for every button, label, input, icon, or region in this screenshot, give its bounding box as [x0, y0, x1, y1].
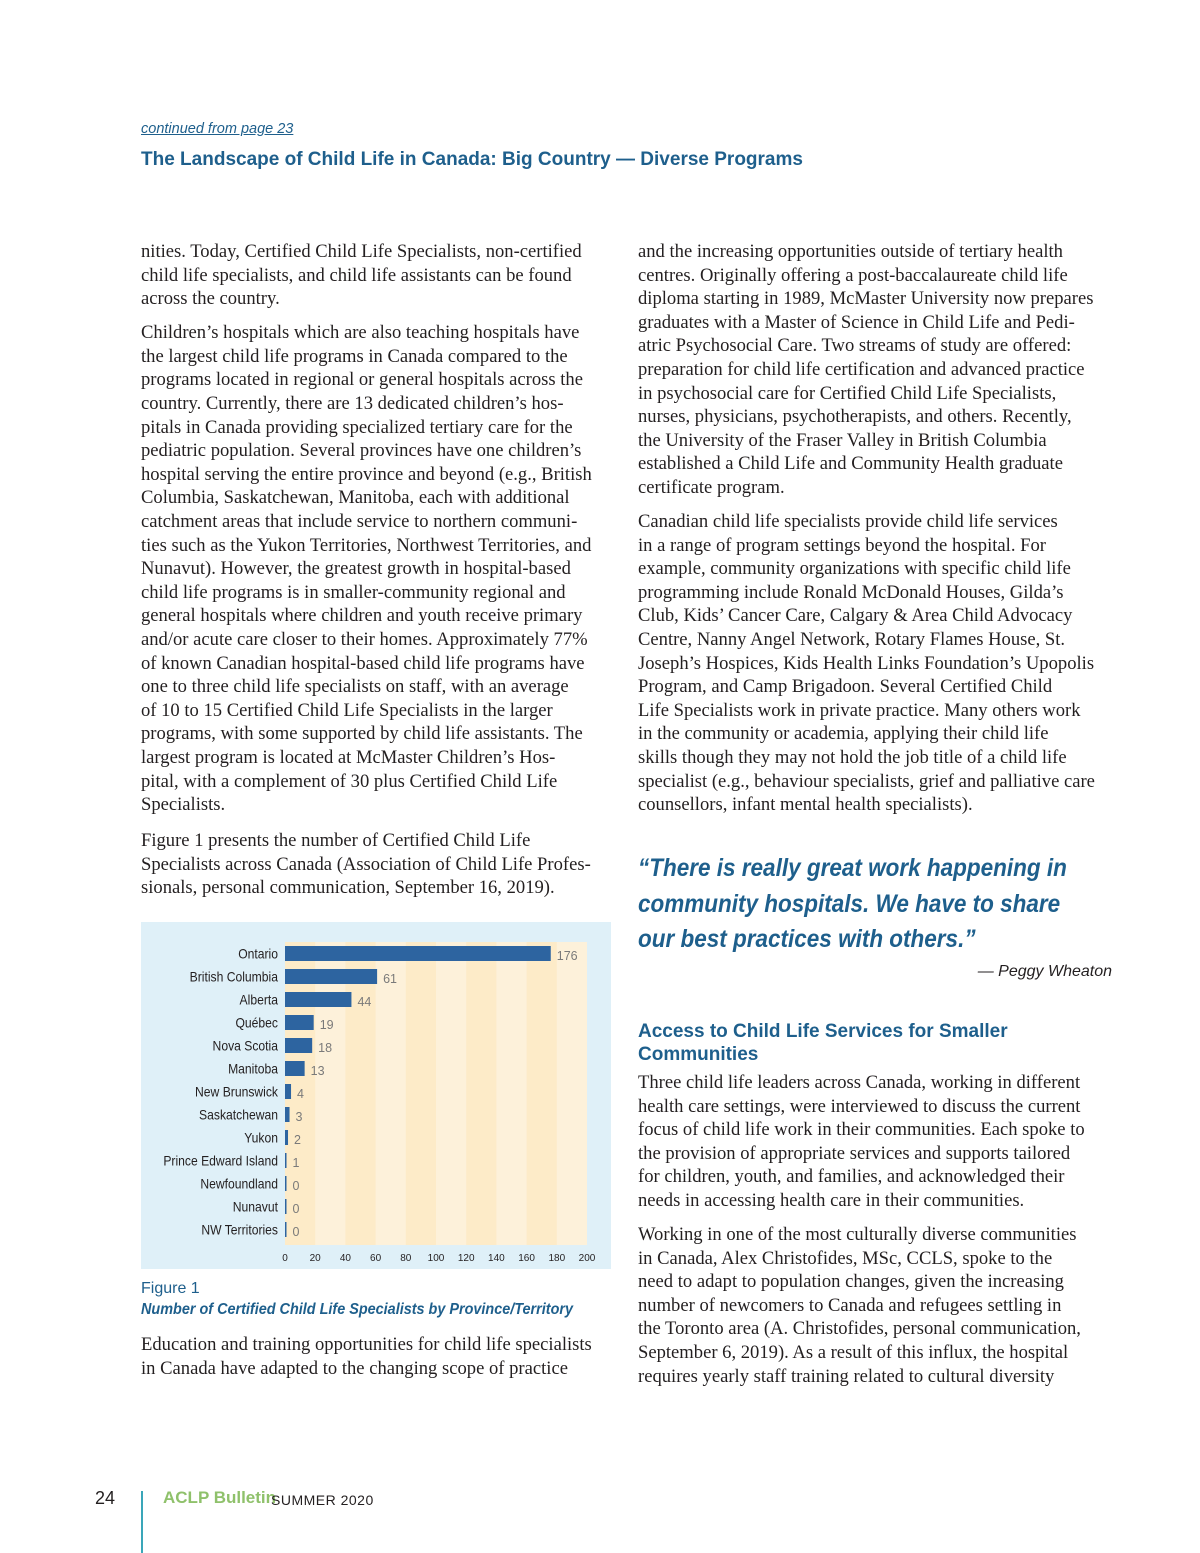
- x-tick-label: 40: [339, 1253, 351, 1264]
- left-column-figure-intro: [141, 829, 621, 910]
- article-title: The Landscape of Child Life in Canada: Big Country — Diverse Programs: [141, 149, 803, 170]
- text-line: programming include Ronald McDonald Houses, Gilda’s: [638, 581, 1064, 603]
- text-line: Education and training opportunities for child life specialists: [141, 1334, 592, 1355]
- value-label: 1: [292, 1156, 300, 1170]
- grid-stripe: [557, 942, 587, 1245]
- text-line: health care settings, were interviewed to discuss the current: [638, 1095, 1081, 1117]
- text-line: child life specialists, and child life assistants can be found: [141, 264, 572, 286]
- x-tick-label: 140: [488, 1253, 505, 1264]
- issue-date: SUMMER 2020: [271, 1492, 374, 1508]
- category-label: Newfoundland: [200, 1175, 278, 1192]
- text-line: hospital serving the entire province and beyond (e.g., British: [141, 463, 592, 485]
- text-line: pediatric population. Several provinces have one children’s: [141, 440, 582, 462]
- figure-1-chart: [141, 922, 611, 1269]
- grid-stripe: [496, 942, 526, 1245]
- text-line: Children’s hospitals which are also teaching hospitals have: [141, 322, 580, 344]
- value-label: 61: [383, 972, 398, 986]
- value-label: 4: [297, 1087, 304, 1101]
- text-line: atric Psychosocial Care. Two streams of study are offered:: [638, 335, 1072, 357]
- paragraph: [141, 1333, 621, 1380]
- category-label: British Columbia: [189, 968, 278, 985]
- paragraph: [638, 1071, 1118, 1213]
- text-line: Program, and Camp Brigadoon. Several Certified Child: [638, 676, 1053, 698]
- text-line: need to adapt to population changes, given the increasing: [638, 1271, 1064, 1293]
- text-line: requires yearly staff training related to cultural diversity: [638, 1365, 1055, 1387]
- text-line: specialist (e.g., behaviour specialists, grief and palliative care: [638, 770, 1095, 792]
- value-label: 3: [295, 1110, 303, 1124]
- text-line: nities. Today, Certified Child Life Specialists, non-certified: [141, 241, 582, 262]
- text-line: example, community organizations with specific child life: [638, 558, 1071, 580]
- figure-label: Figure 1: [141, 1280, 200, 1297]
- text-line: Nunavut). However, the greatest growth in hospital-based: [141, 558, 571, 580]
- left-column-top: [141, 240, 621, 827]
- category-label: Yukon: [244, 1129, 278, 1146]
- value-label: 44: [357, 995, 372, 1009]
- category-label: New Brunswick: [195, 1083, 278, 1100]
- category-label: Saskatchewan: [199, 1106, 278, 1123]
- paragraph: [638, 1223, 1118, 1388]
- bar: [285, 1176, 287, 1191]
- text-line: of 10 to 15 Certified Child Life Specialists in the larger: [141, 699, 553, 721]
- bar: [285, 1199, 287, 1214]
- text-line: Specialists across Canada (Association of Child Life Profes-: [141, 853, 591, 875]
- section-heading: [638, 1020, 1008, 1066]
- bar: [285, 969, 377, 984]
- bar: [285, 1061, 305, 1076]
- x-tick-label: 0: [282, 1253, 288, 1264]
- text-line: our best practices with others.”: [638, 925, 976, 953]
- text-line: Access to Child Life Services for Smaller: [638, 1021, 1008, 1042]
- left-column-bottom: [141, 1333, 621, 1391]
- x-tick-label: 60: [370, 1253, 382, 1264]
- text-line: across the country.: [141, 288, 280, 310]
- text-line: Club, Kids’ Cancer Care, Calgary & Area Child Advocacy: [638, 605, 1073, 627]
- value-label: 19: [319, 1018, 334, 1032]
- text-line: community hospitals. We have to share: [638, 889, 1061, 918]
- text-line: preparation for child life certification and advanced practice: [638, 358, 1085, 380]
- x-tick-label: 20: [309, 1253, 321, 1264]
- category-label: Manitoba: [228, 1060, 278, 1077]
- text-line: the Toronto area (A. Christofides, personal communication,: [638, 1318, 1081, 1340]
- bar: [285, 946, 551, 961]
- text-line: “There is really great work happening in: [638, 854, 1067, 882]
- value-label: 18: [318, 1041, 333, 1055]
- text-line: for children, youth, and families, and acknowledged their: [638, 1166, 1065, 1188]
- category-label: Nunavut: [232, 1198, 278, 1215]
- bar: [285, 1038, 312, 1053]
- text-line: Centre, Nanny Angel Network, Rotary Flames House, St.: [638, 629, 1066, 650]
- text-line: sionals, personal communication, September 16, 2019).: [141, 877, 555, 899]
- text-line: ties such as the Yukon Territories, Northwest Territories, and: [141, 534, 592, 556]
- text-line: September 6, 2019). As a result of this influx, the hospital: [638, 1342, 1069, 1364]
- bar: [285, 1107, 290, 1122]
- text-line: country. Currently, there are 13 dedicated children’s hos-: [141, 393, 564, 415]
- x-tick-label: 180: [548, 1253, 566, 1264]
- value-label: 0: [292, 1202, 300, 1216]
- continued-link[interactable]: continued from page 23: [141, 121, 294, 137]
- text-line: in Canada have adapted to the changing scope of practice: [141, 1357, 568, 1379]
- text-line: skills though they may not hold the job title of a child life: [638, 746, 1067, 768]
- paragraph: [141, 240, 621, 311]
- text-line: pital, with a complement of 30 plus Certified Child Life: [141, 770, 558, 792]
- text-line: Life Specialists work in private practice. Many others work: [638, 699, 1081, 721]
- grid-stripe: [315, 942, 345, 1245]
- paragraph: [638, 240, 1118, 500]
- bar: [285, 1222, 287, 1237]
- category-label: NW Territories: [201, 1221, 278, 1238]
- text-line: catchment areas that include service to northern communi-: [141, 511, 578, 533]
- page-number: 24: [95, 1488, 116, 1508]
- text-line: focus of child life work in their communities. Each spoke to: [638, 1119, 1085, 1141]
- text-line: Figure 1 presents the number of Certified Child Life: [141, 830, 531, 851]
- text-line: established a Child Life and Community Health graduate: [638, 453, 1063, 475]
- bar: [285, 1084, 291, 1099]
- paragraph: [141, 829, 621, 900]
- x-tick-label: 120: [457, 1253, 475, 1264]
- value-label: 0: [292, 1179, 300, 1193]
- right-column-bottom: [638, 1071, 1118, 1399]
- text-line: child life programs is in smaller-community regional and: [141, 581, 566, 603]
- text-line: Communities: [638, 1044, 759, 1065]
- text-line: nurses, physicians, psychotherapists, and others. Recently,: [638, 406, 1072, 428]
- text-line: graduates with a Master of Science in Child Life and Pedi-: [638, 311, 1075, 333]
- category-label: Alberta: [239, 991, 278, 1008]
- bar-chart: [141, 922, 611, 1269]
- right-column-top: [638, 240, 1118, 827]
- text-line: in psychosocial care for Certified Child Life Specialists,: [638, 382, 1057, 404]
- text-line: pitals in Canada providing specialized tertiary care for the: [141, 416, 573, 438]
- paragraph: [638, 510, 1118, 817]
- paragraph: [141, 321, 621, 816]
- category-label: Ontario: [238, 945, 278, 962]
- text-line: Specialists.: [141, 794, 226, 816]
- value-label: 2: [294, 1133, 301, 1147]
- text-line: largest program is located at McMaster Children’s Hos-: [141, 746, 556, 768]
- bar: [285, 992, 351, 1007]
- text-line: and the increasing opportunities outside of tertiary health: [638, 241, 1063, 262]
- text-line: the largest child life programs in Canada compared to the: [141, 345, 568, 367]
- text-line: centres. Originally offering a post-baccalaureate child life: [638, 264, 1068, 286]
- text-line: Columbia, Saskatchewan, Manitoba, each with additional: [141, 487, 570, 509]
- text-line: programs, with some supported by child life assistants. The: [141, 723, 583, 745]
- category-label: Prince Edward Island: [163, 1152, 278, 1169]
- text-line: one to three child life specialists on staff, with an average: [141, 676, 569, 698]
- footer-divider: [141, 1491, 143, 1553]
- text-line: and/or acute care closer to their homes. Approximately 77%: [141, 629, 588, 650]
- x-tick-label: 160: [518, 1253, 535, 1264]
- text-line: number of newcomers to Canada and refugees settling in: [638, 1294, 1062, 1316]
- publication-name: ACLP Bulletin: [163, 1488, 277, 1507]
- text-line: general hospitals where children and youth receive primary: [141, 605, 583, 627]
- value-label: 176: [556, 949, 578, 963]
- grid-stripe: [436, 942, 466, 1245]
- text-line: in a range of program settings beyond the hospital. For: [638, 534, 1046, 556]
- value-label: 13: [310, 1064, 325, 1078]
- text-line: Working in one of the most culturally diverse communities: [638, 1224, 1077, 1246]
- text-line: in the community or academia, applying their child life: [638, 723, 1049, 745]
- text-line: of known Canadian hospital-based child life programs have: [141, 652, 585, 674]
- text-line: in Canada, Alex Christofides, MSc, CCLS, spoke to the: [638, 1247, 1053, 1269]
- quote-attribution: — Peggy Wheaton: [977, 963, 1112, 980]
- x-tick-label: 80: [400, 1253, 412, 1264]
- x-tick-label: 200: [578, 1253, 596, 1264]
- text-line: certificate program.: [638, 476, 785, 498]
- text-line: the University of the Fraser Valley in British Columbia: [638, 429, 1047, 451]
- bar: [285, 1153, 287, 1168]
- text-line: Canadian child life specialists provide child life services: [638, 511, 1058, 533]
- text-line: programs located in regional or general hospitals across the: [141, 369, 583, 391]
- text-line: the provision of appropriate services and supports tailored: [638, 1142, 1071, 1164]
- bar: [285, 1015, 314, 1030]
- x-tick-label: 100: [427, 1253, 445, 1264]
- text-line: needs in accessing health care in their communities.: [638, 1189, 1025, 1211]
- text-line: counsellors, infant mental health specialists).: [638, 794, 973, 816]
- figure-caption: Number of Certified Child Life Specialists by Province/Territory: [141, 1301, 574, 1318]
- bar: [285, 1130, 288, 1145]
- pull-quote: [638, 851, 1067, 958]
- category-label: Nova Scotia: [212, 1037, 278, 1054]
- value-label: 0: [292, 1225, 300, 1239]
- grid-stripe: [376, 942, 406, 1245]
- category-label: Québec: [235, 1014, 278, 1031]
- text-line: Three child life leaders across Canada, working in different: [638, 1072, 1081, 1093]
- text-line: diploma starting in 1989, McMaster University now prepares: [638, 288, 1094, 310]
- text-line: Joseph’s Hospices, Kids Health Links Foundation’s Upopolis: [638, 652, 1095, 674]
